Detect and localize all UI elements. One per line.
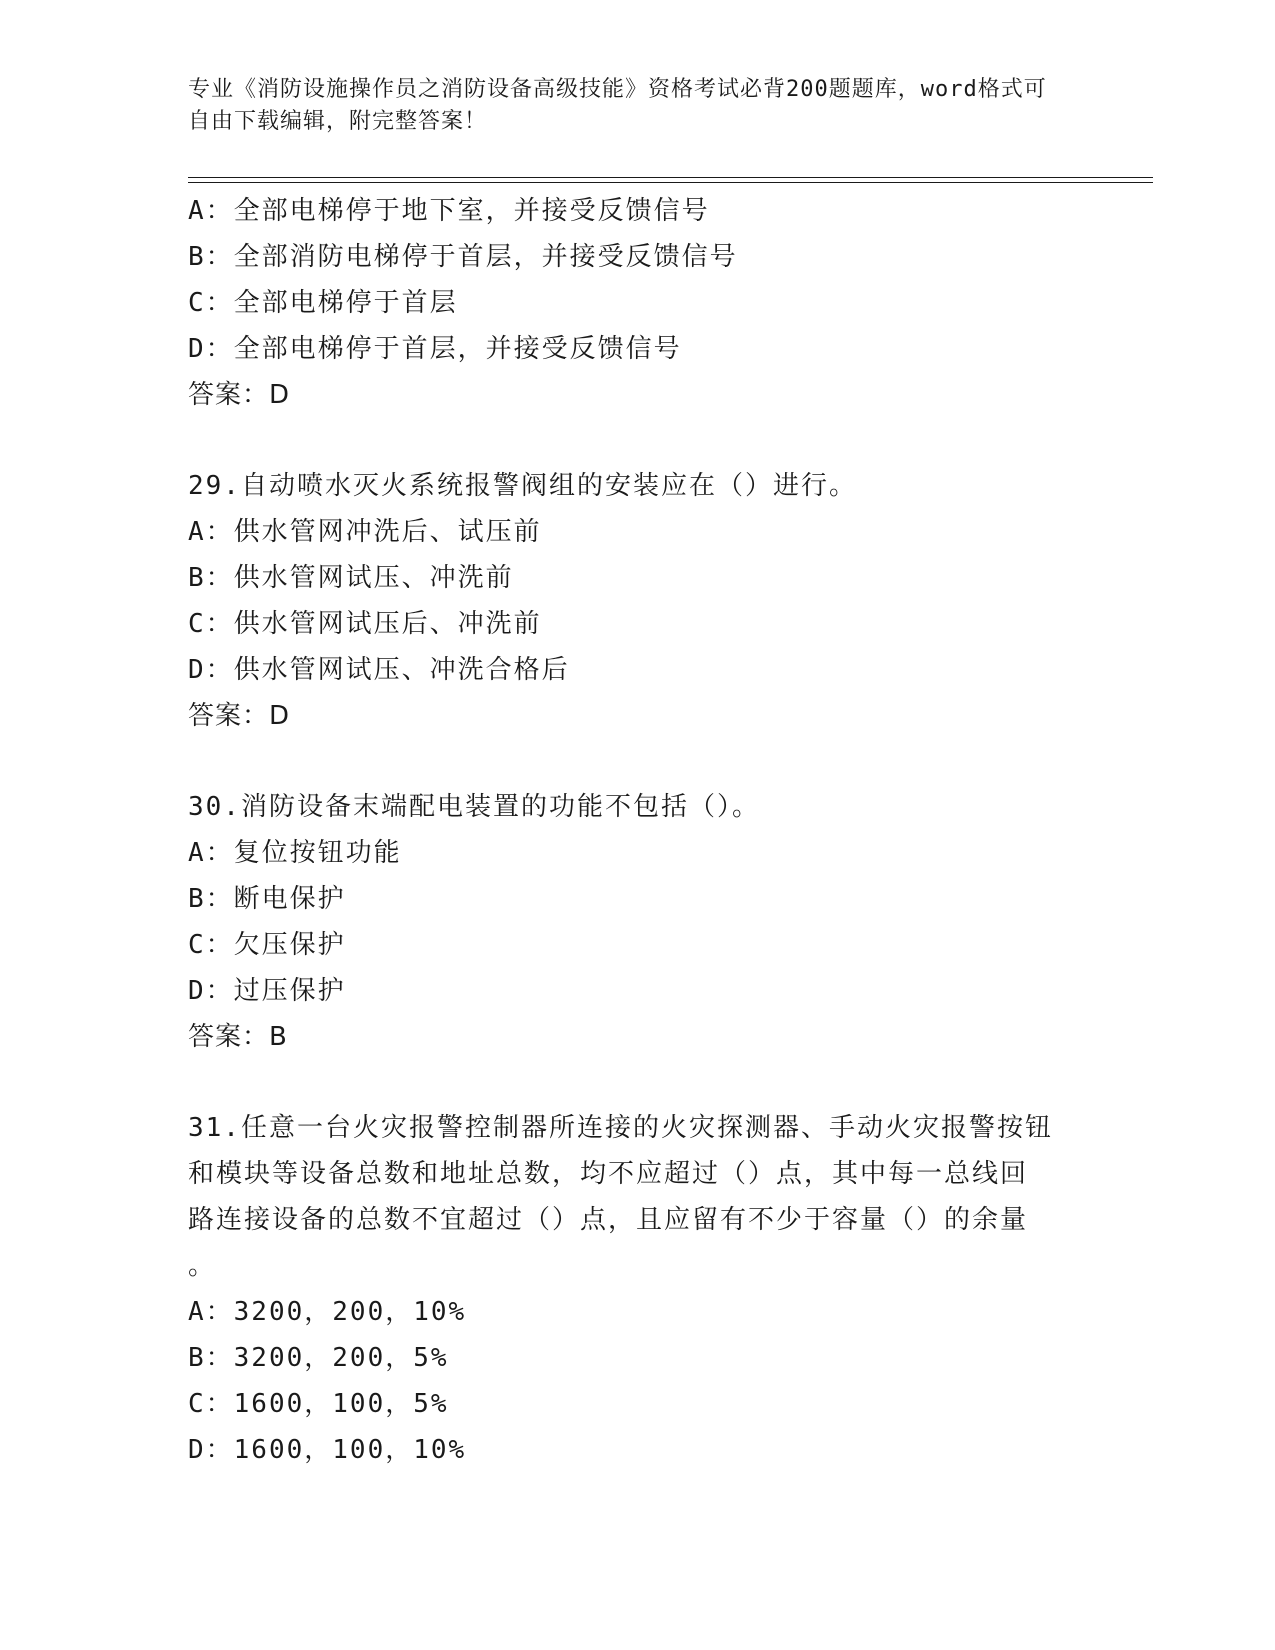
question-30 bbox=[188, 784, 1108, 1060]
question-text-line-3: 路连接设备的总数不宜超过（）点，且应留有不少于容量（）的余量 bbox=[188, 1205, 1029, 1235]
document-header: 专业《消防设施操作员之消防设备高级技能》资格考试必背200题题库，word格式可自由下载编辑，附完整答案！ bbox=[188, 77, 1047, 134]
spacer bbox=[188, 739, 1108, 784]
option-c: C：欠压保护 bbox=[188, 930, 346, 960]
question-text-line-2: 和模块等设备总数和地址总数，均不应超过（）点，其中每一总线回 bbox=[188, 1159, 1029, 1189]
option-a: A：供水管网冲洗后、试压前 bbox=[188, 517, 542, 547]
question-text: 29.自动喷水灭火系统报警阀组的安装应在（）进行。 bbox=[188, 471, 857, 501]
question-text-line-4: 。 bbox=[188, 1251, 217, 1281]
answer-label: 答案：D bbox=[188, 701, 291, 731]
header-divider-top bbox=[188, 177, 1153, 178]
option-c: C：全部电梯停于首层 bbox=[188, 288, 458, 318]
option-b: B：供水管网试压、冲洗前 bbox=[188, 563, 514, 593]
option-c: C：供水管网试压后、冲洗前 bbox=[188, 609, 542, 639]
option-d: D：过压保护 bbox=[188, 976, 346, 1006]
option-a: A：全部电梯停于地下室，并接受反馈信号 bbox=[188, 196, 710, 226]
question-29 bbox=[188, 463, 1108, 739]
answer-label: 答案：D bbox=[188, 380, 291, 410]
question-text-line-1: 31.任意一台火灾报警控制器所连接的火灾探测器、手动火灾报警按钮 bbox=[188, 1113, 1053, 1143]
question-31 bbox=[188, 1105, 1108, 1473]
option-a: A：3200，200，10% bbox=[188, 1297, 467, 1327]
spacer bbox=[188, 418, 1108, 463]
answer-label: 答案：B bbox=[188, 1022, 288, 1052]
option-a: A：复位按钮功能 bbox=[188, 838, 402, 868]
option-d: D：供水管网试压、冲洗合格后 bbox=[188, 655, 570, 685]
question-list bbox=[188, 188, 1108, 1473]
option-b: B：断电保护 bbox=[188, 884, 346, 914]
question-text: 30.消防设备末端配电装置的功能不包括（）。 bbox=[188, 792, 760, 822]
option-d: D：1600，100，10% bbox=[188, 1435, 467, 1465]
option-b: B：全部消防电梯停于首层，并接受反馈信号 bbox=[188, 242, 738, 272]
question-28 bbox=[188, 188, 1108, 418]
spacer bbox=[188, 1060, 1108, 1105]
option-b: B：3200，200，5% bbox=[188, 1343, 449, 1373]
header-divider-bottom bbox=[188, 182, 1153, 183]
option-c: C：1600，100，5% bbox=[188, 1389, 449, 1419]
option-d: D：全部电梯停于首层，并接受反馈信号 bbox=[188, 334, 682, 364]
